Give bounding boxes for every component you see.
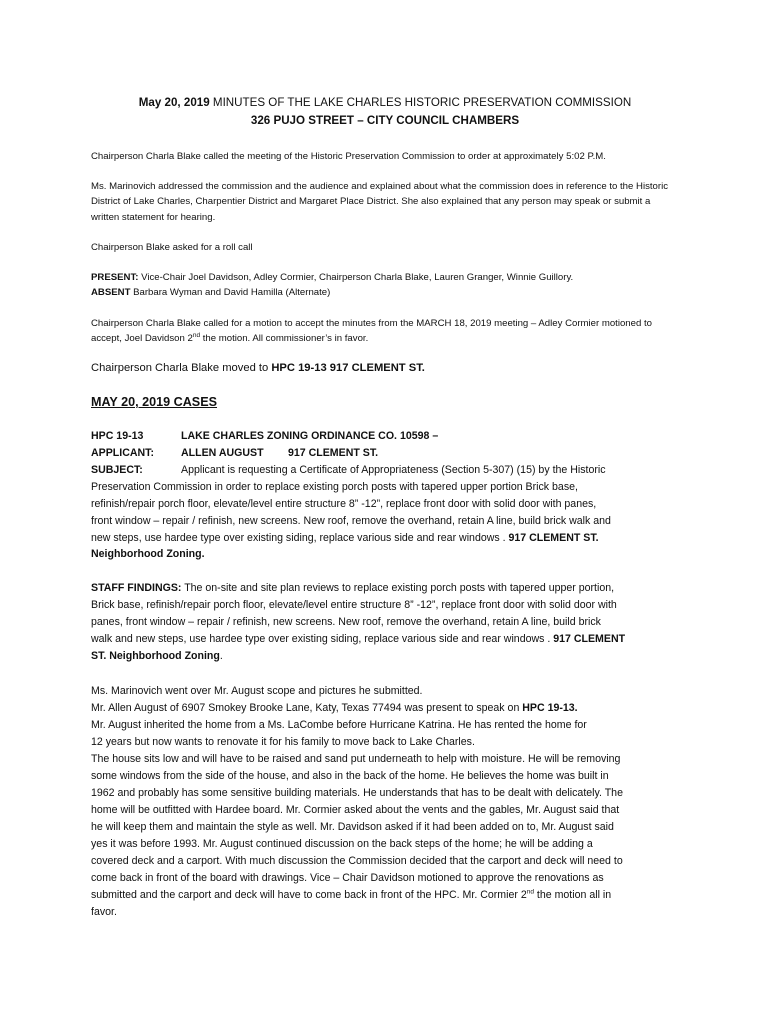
discussion-line: Mr. August inherited the home from a Ms. LaCombe before Hurricane Katrina. He has rented the home for	[91, 719, 587, 731]
staff-findings-period: .	[219, 650, 223, 662]
discussion-line: The house sits low and will have to be raised and sand put underneath to help with moisture. He will be removing	[91, 753, 621, 765]
subject-text-line: Applicant is requesting a Certificate of Appropriateness (Section 5-307) (15) by the Historic	[181, 464, 606, 476]
document-title	[0, 94, 770, 111]
absent-label: ABSENT	[91, 287, 131, 298]
staff-findings-line-1	[91, 580, 691, 597]
moved-to-text: Chairperson Charla Blake moved to	[91, 362, 272, 374]
discussion-line: some windows from the side of the house, and also in the back of the home. He believes the home was built in	[91, 770, 609, 782]
case-subject-line-5	[91, 530, 691, 547]
superscript-nd: nd	[192, 332, 201, 340]
discussion-line: home will be outfitted with Hardee board. Mr. Cormier asked about the vents and the gables, Mr. August said that	[91, 804, 620, 816]
case-subject-line-6	[91, 546, 691, 563]
discussion-line: come back in front of the board with drawings. Vice – Chair Davidson motioned to approve the renovations as	[91, 872, 604, 884]
subtitle-text: 326 PUJO STREET – CITY COUNCIL CHAMBERS	[250, 114, 520, 127]
discussion-line-final: favor.	[91, 906, 117, 918]
case-ordinance: LAKE CHARLES ZONING ORDINANCE CO. 10598 –	[181, 430, 439, 442]
moved-to-case: HPC 19-13 917 CLEMENT ST.	[271, 362, 425, 374]
staff-findings-zoning: ST. Neighborhood Zoning	[91, 650, 220, 662]
minutes-motion-text-end: the motion. All commissioner’s in favor.	[200, 333, 369, 345]
present-names: Vice-Chair Joel Davidson, Adley Cormier, Chairperson Charla Blake, Lauren Granger, Winnie Guillory.	[141, 272, 574, 283]
staff-findings-line-2: Brick base, refinish/repair porch floor, elevate/level entire structure 8” -12”, replace front door with solid door with	[91, 599, 617, 611]
applicant-label: APPLICANT:	[91, 447, 154, 459]
discussion-case-number: HPC 19-13.	[522, 702, 578, 714]
document-subtitle	[0, 112, 770, 129]
present-line	[91, 270, 681, 285]
meeting-date: May 20, 2019	[138, 96, 210, 109]
staff-findings-line-5	[91, 648, 691, 665]
superscript-nd: nd	[526, 888, 534, 896]
subject-bold-address: 917 CLEMENT ST.	[505, 532, 599, 544]
moved-to-line	[91, 360, 681, 377]
case-hpc-line	[91, 428, 691, 445]
discussion-text: Mr. Allen August of 6907 Smokey Brooke Lane, Katy, Texas 77494 was present to speak on	[91, 702, 523, 714]
staff-findings-text: walk and new steps, use hardee type over existing siding, replace various side and rear windows .	[91, 633, 551, 645]
staff-findings-text: The on-site and site plan reviews to replace existing porch posts with tapered upper portion,	[181, 582, 615, 594]
discussion-line: he will keep them and maintain the style as well. Mr. Davidson asked if it had been added on to, Mr. August said	[91, 821, 614, 833]
applicant-address: 917 CLEMENT ST.	[288, 447, 379, 459]
discussion-line-2	[91, 700, 691, 717]
case-subject-line-4: front window – repair / refinish, new screens. New roof, remove the overhand, retain A line, build brick walk and	[91, 515, 611, 527]
staff-findings-label: STAFF FINDINGS:	[91, 582, 182, 594]
case-applicant-line	[91, 445, 691, 462]
case-subject-line-3: refinish/repair porch floor, elevate/level entire structure 8” -12”, replace front door with solid door with panes,	[91, 498, 597, 510]
minutes-motion-paragraph	[91, 316, 681, 347]
staff-findings-line-3: panes, front window – repair / refinish, new screens. New roof, remove the overhand, retain A line, build brick	[91, 616, 601, 628]
minutes-motion-text: Chairperson Charla Blake called for a motion to accept the minutes from the MARCH 18, 2019 meeting – Adley Cormier motioned to accept, Joel Davidson 2	[91, 318, 652, 345]
applicant-name: ALLEN AUGUST	[181, 447, 264, 459]
roll-call-paragraph: Chairperson Blake asked for a roll call	[91, 242, 253, 253]
title-text: MINUTES OF THE LAKE CHARLES HISTORIC PRESERVATION COMMISSION	[212, 96, 632, 109]
cases-heading: MAY 20, 2019 CASES	[91, 395, 218, 409]
subject-text-line: new steps, use hardee type over existing siding, replace various side and rear windows .	[91, 532, 506, 544]
staff-findings-line-4	[91, 631, 691, 648]
marinovich-intro-paragraph: Ms. Marinovich addressed the commission and the audience and explained about what the commission does in reference to the Historic District of Lake Charles, Charpentier District and Margaret Place District. She also explained that any person may speak or submit a written statement for hearing.	[91, 181, 669, 223]
discussion-text-end: the motion all in	[533, 889, 612, 901]
discussion-line-1: Ms. Marinovich went over Mr. August scope and pictures he submitted.	[91, 685, 423, 697]
case-subject-line-2: Preservation Commission in order to replace existing porch posts with tapered upper portion Brick base,	[91, 481, 578, 493]
staff-findings-bold-address: 917 CLEMENT	[550, 633, 626, 645]
discussion-line: covered deck and a carport. With much discussion the Commission decided that the carport and deck will need to	[91, 855, 623, 867]
discussion-text: submitted and the carport and deck will have to come back in front of the HPC. Mr. Cormier 2	[91, 889, 527, 901]
discussion-line: 1962 and probably has some sensitive building materials. He understands that has to be dealt with delicately. The	[91, 787, 623, 799]
absent-line	[91, 285, 681, 300]
discussion-line: 12 years but now wants to renovate it for his family to move back to Lake Charles.	[91, 736, 475, 748]
absent-names: Barbara Wyman and David Hamilla (Alternate)	[133, 287, 331, 298]
present-label: PRESENT:	[91, 272, 139, 283]
case-subject-line-1	[91, 462, 691, 479]
discussion-line: yes it was before 1993. Mr. August continued discussion on the back steps of the home; he will be adding a	[91, 838, 593, 850]
subject-zoning: Neighborhood Zoning.	[91, 548, 205, 560]
opening-paragraph: Chairperson Charla Blake called the meeting of the Historic Preservation Commission to order at approximately 5:02 P.M.	[91, 151, 606, 162]
subject-label: SUBJECT:	[91, 464, 143, 476]
case-hpc-number: HPC 19-13	[91, 430, 144, 442]
discussion-line-motion	[91, 887, 691, 904]
